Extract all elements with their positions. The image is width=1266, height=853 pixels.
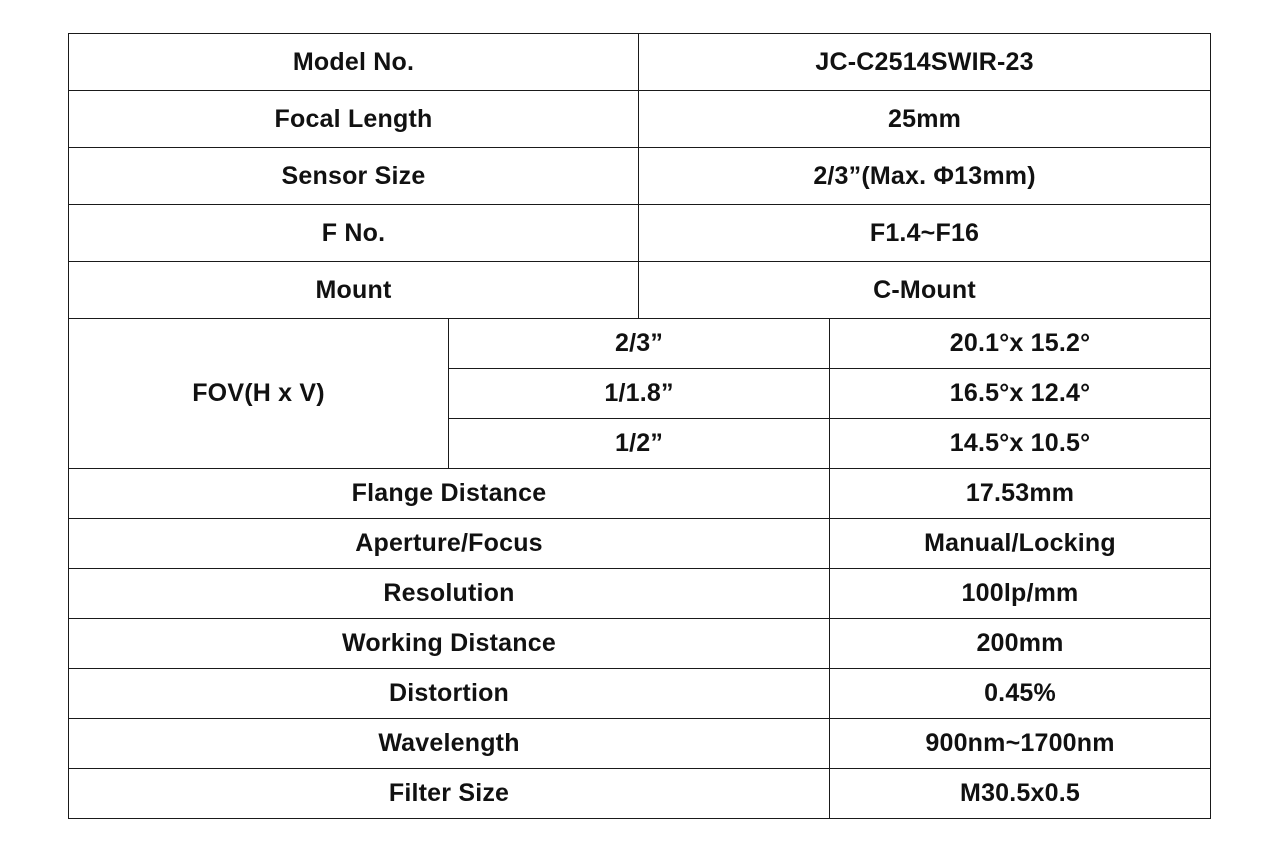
spec-value: 17.53mm — [830, 469, 1211, 519]
table-row — [69, 719, 1211, 769]
fov-label: FOV(H x V) — [69, 319, 449, 469]
table-row — [69, 148, 1211, 205]
fov-sensor: 2/3” — [449, 319, 830, 369]
table-row — [69, 519, 1211, 569]
spec-value: M30.5x0.5 — [830, 769, 1211, 819]
spec-label: Sensor Size — [69, 148, 639, 205]
spec-value: 2/3”(Max. Φ13mm) — [639, 148, 1211, 205]
spec-value: F1.4~F16 — [639, 205, 1211, 262]
spec-label: F No. — [69, 205, 639, 262]
spec-label: Focal Length — [69, 91, 639, 148]
table-row — [69, 769, 1211, 819]
fov-sensor: 1/2” — [449, 419, 830, 469]
spec-value: 200mm — [830, 619, 1211, 669]
spec-value: JC-C2514SWIR-23 — [639, 34, 1211, 91]
spec-value: 25mm — [639, 91, 1211, 148]
table-row — [69, 262, 1211, 319]
spec-value: 900nm~1700nm — [830, 719, 1211, 769]
spec-label: Mount — [69, 262, 639, 319]
fov-value: 16.5°x 12.4° — [830, 369, 1211, 419]
table-row — [69, 669, 1211, 719]
spec-value: 0.45% — [830, 669, 1211, 719]
fov-sensor: 1/1.8” — [449, 369, 830, 419]
fov-value: 14.5°x 10.5° — [830, 419, 1211, 469]
table-row — [69, 205, 1211, 262]
spec-label: Filter Size — [69, 769, 830, 819]
spec-table — [68, 33, 1211, 819]
spec-label: Distortion — [69, 669, 830, 719]
table-row — [69, 91, 1211, 148]
fov-value: 20.1°x 15.2° — [830, 319, 1211, 369]
table-row — [69, 469, 1211, 519]
spec-value: 100lp/mm — [830, 569, 1211, 619]
spec-value: C-Mount — [639, 262, 1211, 319]
spec-label: Aperture/Focus — [69, 519, 830, 569]
table-row — [69, 569, 1211, 619]
spec-value: Manual/Locking — [830, 519, 1211, 569]
table-row — [69, 34, 1211, 91]
spec-label: Wavelength — [69, 719, 830, 769]
table-row — [69, 319, 1211, 369]
table-row — [69, 619, 1211, 669]
spec-label: Model No. — [69, 34, 639, 91]
spec-label: Working Distance — [69, 619, 830, 669]
spec-label: Flange Distance — [69, 469, 830, 519]
spec-label: Resolution — [69, 569, 830, 619]
